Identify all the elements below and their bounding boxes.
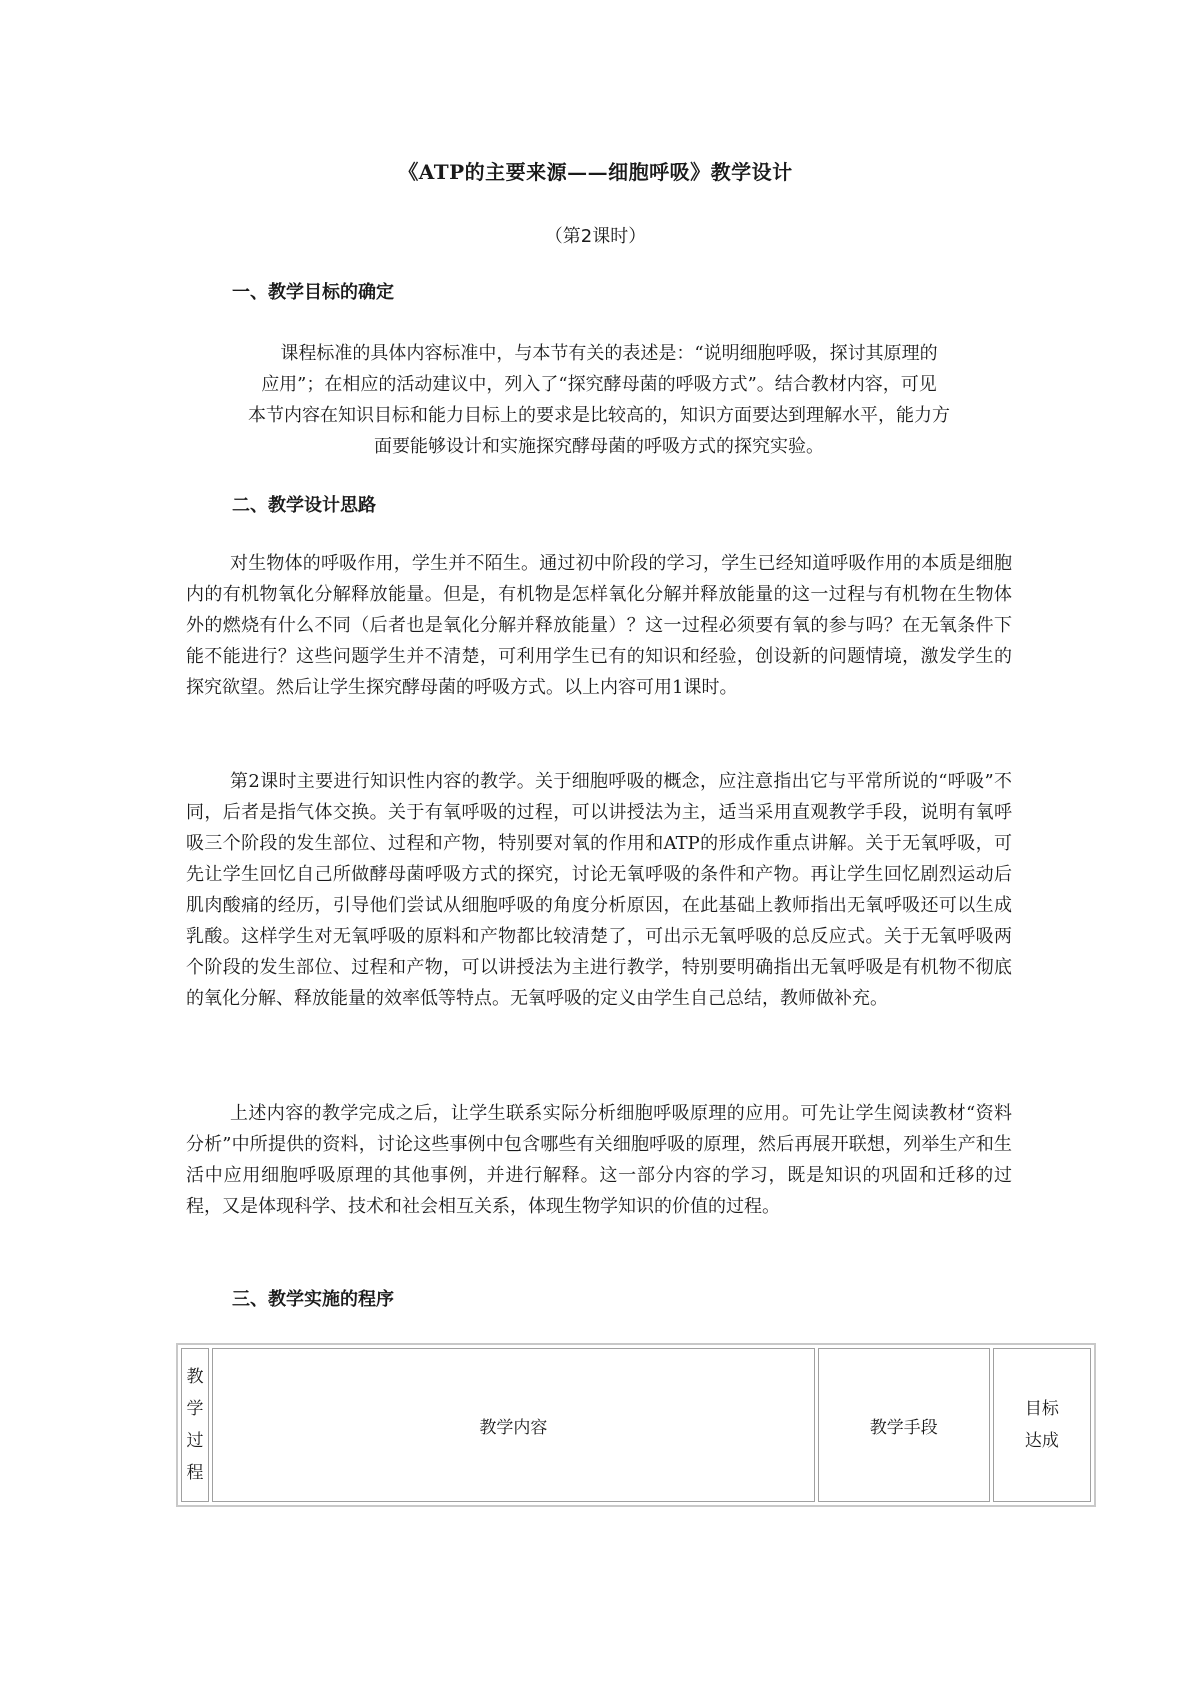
section-heading-procedure: 三、教学实施的程序 bbox=[232, 1289, 394, 1310]
paragraph-line: 本节内容在知识目标和能力目标上的要求是比较高的，知识方面要达到理解水平，能力方 bbox=[248, 405, 950, 426]
header-char: 教 bbox=[186, 1367, 204, 1387]
header-line: 目标 bbox=[1024, 1399, 1059, 1419]
header-char: 过 bbox=[186, 1431, 204, 1451]
header-cell-goal bbox=[993, 1348, 1091, 1502]
header-char: 程 bbox=[186, 1463, 204, 1483]
header-cell-means: 教学手段 bbox=[818, 1348, 990, 1502]
table-header-row bbox=[181, 1348, 1091, 1502]
header-char: 学 bbox=[186, 1399, 204, 1419]
design-paragraph-2: 第2课时主要进行知识性内容的教学。关于细胞呼吸的概念，应注意指出它与平常所说的“呼吸”不同，后者是指气体交换。关于有氧呼吸的过程，可以讲授法为主，适当采用直观教学手段，说明有氧呼吸三个阶段的发生部位、过程和产物，特别要对氧的作用和ATP的形成作重点讲解。关于无氧呼吸，可先让学生回忆自己所做酵母菌呼吸方式的探究，讨论无氧呼吸的条件和产物。再让学生回忆剧烈运动后肌肉酸痛的经历，引导他们尝试从细胞呼吸的角度分析原因，在此基础上教师指出无氧呼吸还可以生成乳酸。这样学生对无氧呼吸的原料和产物都比较清楚了，可出示无氧呼吸的总反应式。关于无氧呼吸两个阶段的发生部位、过程和产物，可以讲授法为主进行教学，特别要明确指出无氧呼吸是有机物不彻底的氧化分解、释放能量的效率低等特点。无氧呼吸的定义由学生自己总结，教师做补充。 bbox=[186, 771, 1012, 1009]
paragraph-line: 应用”；在相应的活动建议中，列入了“探究酵母菌的呼吸方式”。结合教材内容，可见 bbox=[261, 374, 937, 395]
document-subtitle: （第2课时） bbox=[544, 226, 647, 247]
section-heading-objectives: 一、教学目标的确定 bbox=[232, 282, 394, 303]
procedure-table bbox=[176, 1343, 1096, 1507]
design-paragraph-3: 上述内容的教学完成之后，让学生联系实际分析细胞呼吸原理的应用。可先让学生阅读教材“资料分析”中所提供的资料，讨论这些事例中包含哪些有关细胞呼吸的原理，然后再展开联想，列举生产和生活中应用细胞呼吸原理的其他事例，并进行解释。这一部分内容的学习，既是知识的巩固和迁移的过程，又是体现科学、技术和社会相互关系，体现生物学知识的价值的过程。 bbox=[186, 1103, 1012, 1217]
design-paragraph-1: 对生物体的呼吸作用，学生并不陌生。通过初中阶段的学习，学生已经知道呼吸作用的本质是细胞内的有机物氧化分解释放能量。但是，有机物是怎样氧化分解并释放能量的这一过程与有机物在生物体外的燃烧有什么不同（后者也是氧化分解并释放能量）？这一过程必须要有氧的参与吗？在无氧条件下能不能进行？这些问题学生并不清楚，可利用学生已有的知识和经验，创设新的问题情境，激发学生的探究欲望。然后让学生探究酵母菌的呼吸方式。以上内容可用1课时。 bbox=[186, 553, 1012, 698]
header-line: 达成 bbox=[1024, 1431, 1059, 1451]
document-title: 《ATP的主要来源——细胞呼吸》教学设计 bbox=[398, 160, 793, 184]
header-cell-process bbox=[181, 1348, 209, 1502]
header-cell-content: 教学内容 bbox=[212, 1348, 815, 1502]
paragraph-line: 课程标准的具体内容标准中，与本节有关的表述是：“说明细胞呼吸，探讨其原理的 bbox=[280, 343, 938, 364]
objectives-paragraph bbox=[186, 338, 1012, 462]
section-heading-design: 二、教学设计思路 bbox=[232, 495, 376, 516]
paragraph-line: 面要能够设计和实施探究酵母菌的呼吸方式的探究实验。 bbox=[374, 436, 824, 457]
